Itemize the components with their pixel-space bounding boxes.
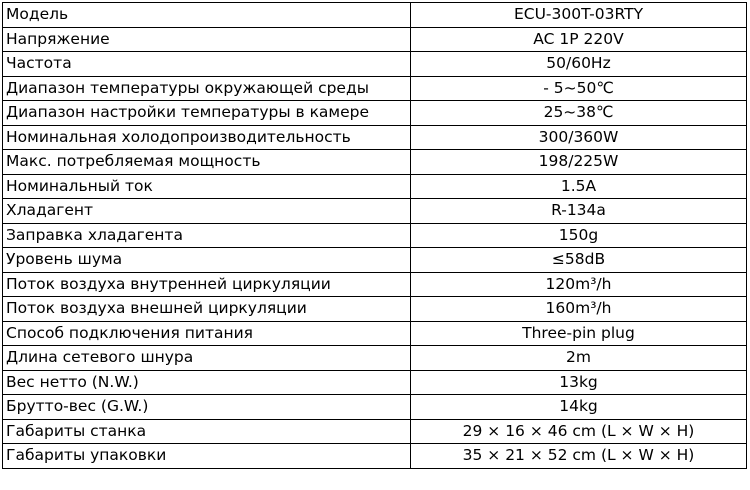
param-label: Вес нетто (N.W.) <box>3 370 411 395</box>
spec-table <box>2 2 747 469</box>
param-label: Диапазон температуры окружающей среды <box>3 76 411 101</box>
table-row-voltage <box>3 27 747 52</box>
param-value: R-134a <box>411 199 747 224</box>
table-row-refrigerant <box>3 199 747 224</box>
param-value: 300/360W <box>411 125 747 150</box>
param-label: Уровень шума <box>3 248 411 273</box>
param-label: Брутто-вес (G.W.) <box>3 395 411 420</box>
param-value: AC 1P 220V <box>411 27 747 52</box>
table-row-net-weight <box>3 370 747 395</box>
param-value: ≤58dB <box>411 248 747 273</box>
param-label: Заправка хладагента <box>3 223 411 248</box>
spec-table-body <box>3 3 747 469</box>
param-value: 1.5A <box>411 174 747 199</box>
table-row-ambient-temp <box>3 76 747 101</box>
param-label: Частота <box>3 52 411 77</box>
table-row-power-connection <box>3 321 747 346</box>
param-value: 35 × 21 × 52 cm (L × W × H) <box>411 444 747 469</box>
param-value: 13kg <box>411 370 747 395</box>
param-label: Габариты станка <box>3 419 411 444</box>
param-value: 14kg <box>411 395 747 420</box>
table-row-rated-current <box>3 174 747 199</box>
param-label: Поток воздуха внутренней циркуляции <box>3 272 411 297</box>
param-label: Поток воздуха внешней циркуляции <box>3 297 411 322</box>
param-label: Макс. потребляемая мощность <box>3 150 411 175</box>
table-row-external-airflow <box>3 297 747 322</box>
table-row-gross-weight <box>3 395 747 420</box>
table-row-unit-dimensions <box>3 419 747 444</box>
param-value: 198/225W <box>411 150 747 175</box>
table-row-package-dimensions <box>3 444 747 469</box>
param-label: Длина сетевого шнура <box>3 346 411 371</box>
table-row-max-power <box>3 150 747 175</box>
table-row-model <box>3 3 747 28</box>
param-value: ECU-300T-03RTY <box>411 3 747 28</box>
param-value: 160m³/h <box>411 297 747 322</box>
param-label: Хладагент <box>3 199 411 224</box>
table-row-cooling-capacity <box>3 125 747 150</box>
param-value: 25~38℃ <box>411 101 747 126</box>
param-value: 150g <box>411 223 747 248</box>
table-row-frequency <box>3 52 747 77</box>
param-value: Three-pin plug <box>411 321 747 346</box>
param-label: Номинальная холодопроизводительность <box>3 125 411 150</box>
param-value: 2m <box>411 346 747 371</box>
param-label: Способ подключения питания <box>3 321 411 346</box>
param-label: Диапазон настройки температуры в камере <box>3 101 411 126</box>
param-label: Габариты упаковки <box>3 444 411 469</box>
param-value: 50/60Hz <box>411 52 747 77</box>
table-row-noise-level <box>3 248 747 273</box>
table-row-cord-length <box>3 346 747 371</box>
table-row-refrigerant-charge <box>3 223 747 248</box>
param-value: 120m³/h <box>411 272 747 297</box>
param-label: Номинальный ток <box>3 174 411 199</box>
param-value: - 5~50℃ <box>411 76 747 101</box>
table-row-chamber-temp <box>3 101 747 126</box>
param-label: Модель <box>3 3 411 28</box>
param-label: Напряжение <box>3 27 411 52</box>
param-value: 29 × 16 × 46 cm (L × W × H) <box>411 419 747 444</box>
table-row-internal-airflow <box>3 272 747 297</box>
